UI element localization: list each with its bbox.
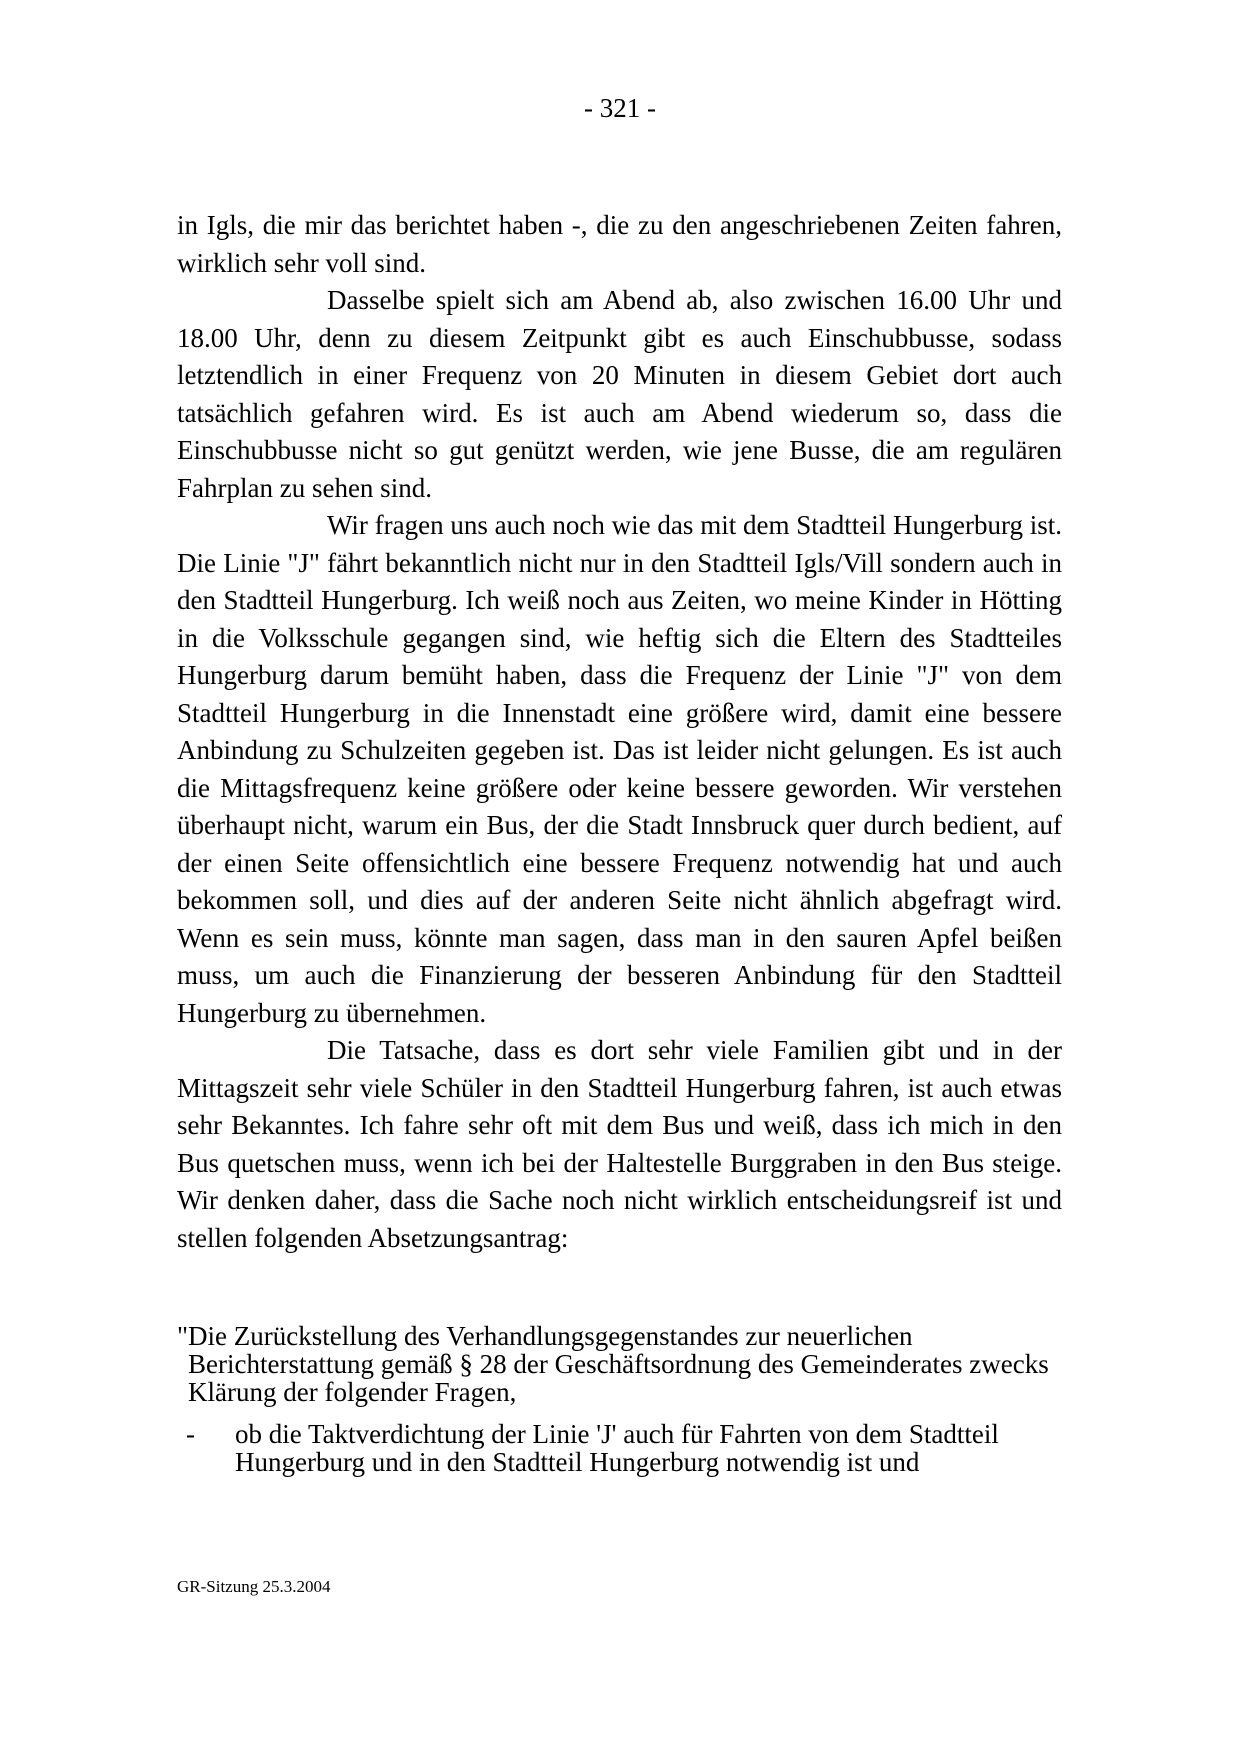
footer-session-date: GR-Sitzung 25.3.2004 bbox=[177, 1577, 331, 1596]
motion-list-item bbox=[177, 1420, 1057, 1476]
paragraph-1: in Igls, die mir das berichtet haben -, die zu den angeschriebenen Zeiten fahren, wirklich sehr voll sind. bbox=[177, 210, 1062, 278]
body-text bbox=[177, 207, 1062, 1257]
page-number: - 321 - bbox=[584, 93, 656, 123]
list-bullet: - bbox=[186, 1419, 195, 1449]
paragraph-2: Dasselbe spielt sich am Abend ab, also zwischen 16.00 Uhr und 18.00 Uhr, denn zu diesem Zeitpunkt gibt es auch Einschubbusse, sodass letztendlich in einer Frequenz von 20 Minuten in diesem Gebiet dort auch tatsächlich gefahren wird. Es ist auch am Abend wiederum so, dass die Einschubbusse nicht so gut genützt werden, wie jene Busse, die am regulären Fahrplan zu sehen sind. bbox=[177, 285, 1062, 503]
motion-item-text: ob die Taktverdichtung der Linie 'J' auch für Fahrten von dem Stadtteil Hungerburg und in den Stadtteil Hungerburg notwendig ist und bbox=[235, 1419, 999, 1477]
motion-block bbox=[177, 1322, 1057, 1476]
motion-intro: "Die Zurückstellung des Verhandlungsgegenstandes zur neuerlichen Berichterstattung gemäß § 28 der Geschäftsordnung des Gemeinderates zwecks Klärung der folgender Fragen, bbox=[177, 1321, 1049, 1407]
paragraph-3: Wir fragen uns auch noch wie das mit dem Stadtteil Hungerburg ist. Die Linie "J" fährt bekanntlich nicht nur in den Stadtteil Igls/Vill sondern auch in den Stadtteil Hungerburg. Ich weiß noch aus Zeiten, wo meine Kinder in Hötting in die Volksschule gegangen sind, wie heftig sich die Eltern des Stadtteiles Hungerburg darum bemüht haben, dass die Frequenz der Linie "J" von dem Stadtteil Hungerburg in die Innenstadt eine größere wird, damit eine bessere Anbindung zu Schulzeiten gegeben ist. Das ist leider nicht gelungen. Es ist auch die Mittagsfrequenz keine größere oder keine bessere geworden. Wir verstehen überhaupt nicht, warum ein Bus, der die Stadt Innsbruck quer durch bedient, auf der einen Seite offensichtlich eine bessere Frequenz notwendig hat und auch bekommen soll, und dies auf der anderen Seite nicht ähnlich abgefragt wird. Wenn es sein muss, könnte man sagen, dass man in den sauren Apfel beißen muss, um auch die Finanzierung der besseren Anbindung für den Stadtteil Hungerburg zu übernehmen. bbox=[177, 510, 1062, 1028]
paragraph-4: Die Tatsache, dass es dort sehr viele Familien gibt und in der Mittagszeit sehr viele Schüler in den Stadtteil Hungerburg fahren, ist auch etwas sehr Bekanntes. Ich fahre sehr oft mit dem Bus und weiß, dass ich mich in den Bus quetschen muss, wenn ich bei der Haltestelle Burggraben in den Bus steige. Wir denken daher, dass die Sache noch nicht wirklich entscheidungsreif ist und stellen folgenden Absetzungsantrag: bbox=[177, 1035, 1062, 1253]
